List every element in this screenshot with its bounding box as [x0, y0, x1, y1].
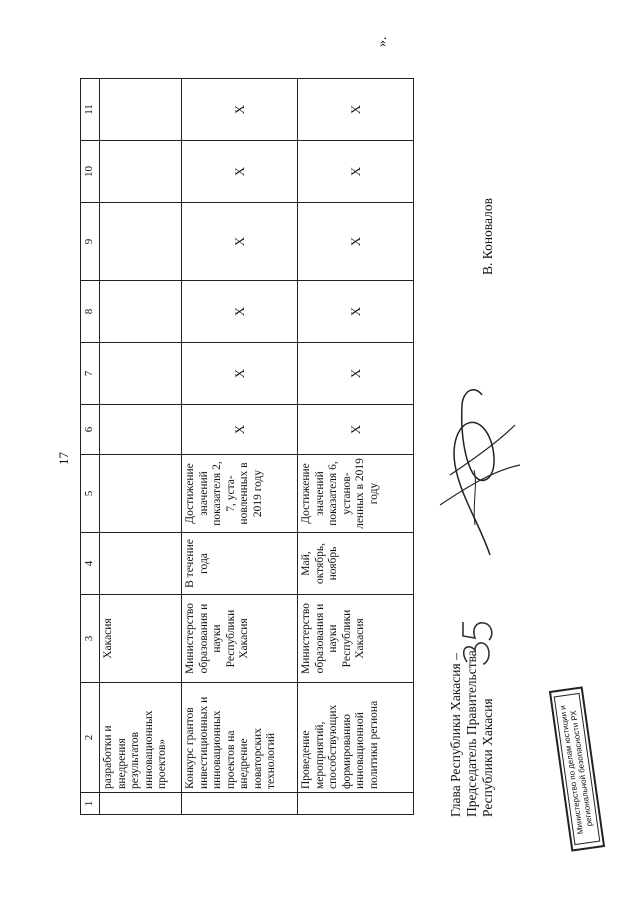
table-cell: [298, 793, 414, 815]
table-cell: [100, 79, 182, 141]
header-cell: 1: [81, 793, 100, 815]
page-number: 17: [56, 452, 71, 465]
table-cell: Х: [182, 281, 298, 343]
header-cell: 4: [81, 533, 100, 595]
table-cell: [100, 533, 182, 595]
table-cell: Хакасия: [100, 595, 182, 683]
table-cell: [100, 203, 182, 281]
table-cell: Х: [298, 281, 414, 343]
header-cell: 2: [81, 683, 100, 793]
table-cell: [100, 281, 182, 343]
registration-stamp: [549, 686, 605, 851]
signatory-title-line: Глава Республики Хакасия –: [448, 653, 463, 817]
table-cell: [100, 455, 182, 533]
table-cell: Достижение значений показателя 6, установ-ленных в 2019 году: [298, 455, 414, 533]
table-header-row: [81, 79, 100, 815]
header-cell: 7: [81, 343, 100, 405]
table-cell: [100, 405, 182, 455]
table-cell: Х: [298, 343, 414, 405]
table-cell: разработки и внедрения результатов инновационных проектов»: [100, 683, 182, 793]
table-cell: Х: [182, 405, 298, 455]
table-row: [182, 79, 298, 815]
table-cell: [182, 793, 298, 815]
table-cell: Х: [182, 79, 298, 141]
table-cell: Конкурс грантов инвестиционных и инновационных проектов на внедрение новаторских технологий: [182, 683, 298, 793]
signatory-title-line: Республики Хакасия: [480, 698, 495, 817]
table-cell: Х: [298, 405, 414, 455]
table-cell: [100, 793, 182, 815]
table-cell: Министерство образования и науки Республики Хакасия: [182, 595, 298, 683]
table-cell: Х: [298, 141, 414, 203]
table-row: [298, 79, 414, 815]
header-cell: 9: [81, 203, 100, 281]
table-cell: Х: [182, 343, 298, 405]
header-cell: 10: [81, 141, 100, 203]
signatory-title: [448, 650, 496, 817]
header-cell: 5: [81, 455, 100, 533]
table-cell: Х: [298, 79, 414, 141]
action-plan-table: [80, 78, 414, 815]
header-cell: 11: [81, 79, 100, 141]
header-cell: 3: [81, 595, 100, 683]
table-cell: [100, 141, 182, 203]
table-cell: Май, октябрь, ноябрь: [298, 533, 414, 595]
header-cell: 6: [81, 405, 100, 455]
header-cell: 8: [81, 281, 100, 343]
handwritten-signature: [420, 365, 540, 565]
table-cell: Х: [182, 203, 298, 281]
table-cell: [100, 343, 182, 405]
table-cell: В течение года: [182, 533, 298, 595]
closing-quote-mark: ».: [375, 36, 390, 47]
handwritten-number: [455, 610, 505, 670]
table-cell: Министерство образования и науки Республики Хакасия: [298, 595, 414, 683]
table-row: [100, 79, 182, 815]
table-cell: Х: [298, 203, 414, 281]
table-cell: Х: [182, 141, 298, 203]
signatory-title-line: Председатель Правительства: [464, 650, 479, 817]
signatory-name: В. Коновалов: [480, 198, 495, 275]
table-cell: Проведение мероприятий, способствующих формированию инновационной политики региона: [298, 683, 414, 793]
table-cell: Достижение значений показателя 2, 7, уста-новленных в 2019 году: [182, 455, 298, 533]
stamp-text: Министерство по делам юстиции и региональной безопасности РХ: [554, 693, 601, 845]
